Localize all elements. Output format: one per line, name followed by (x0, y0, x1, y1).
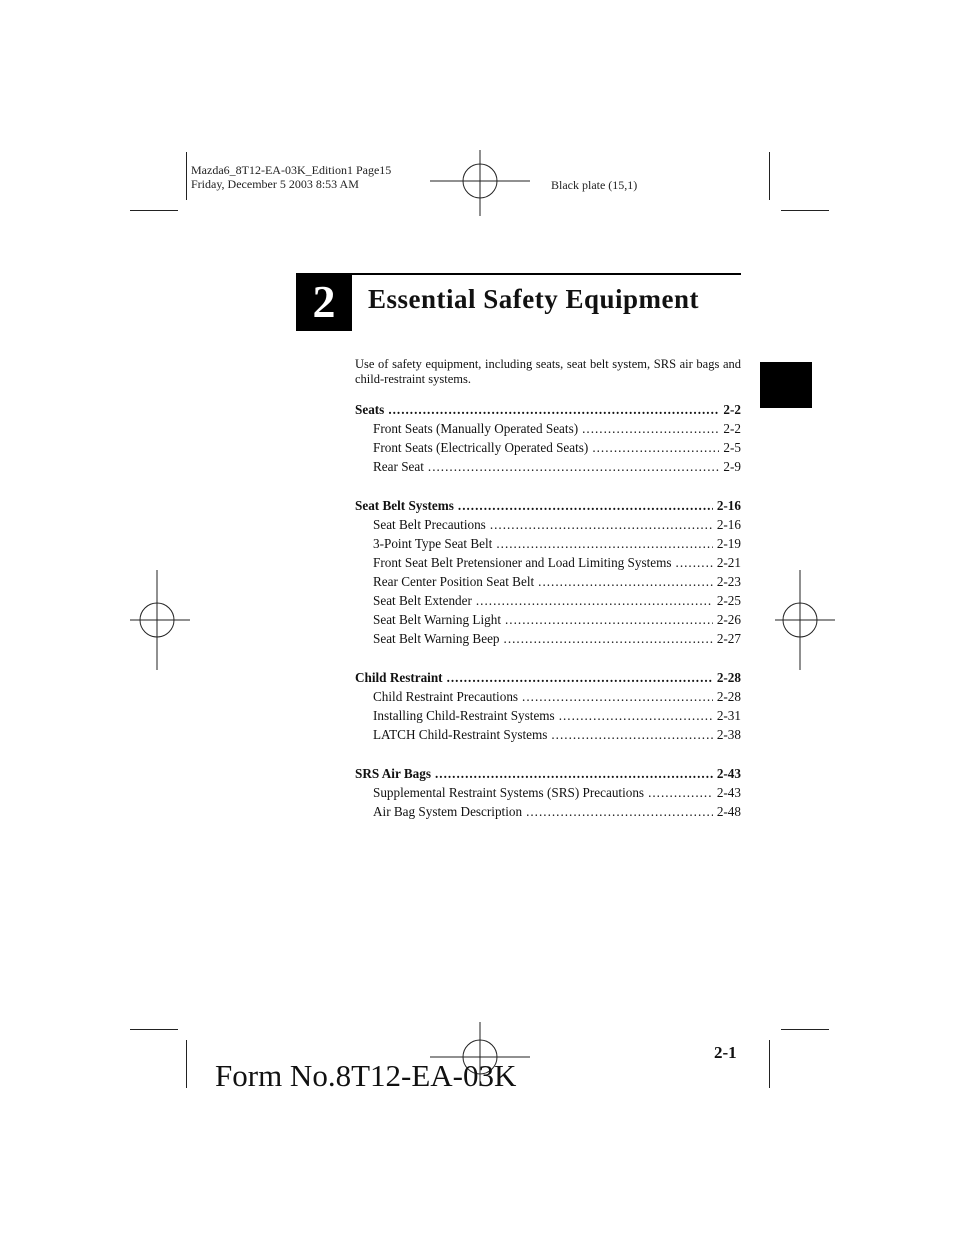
toc-entry[interactable]: Seat Belt Systems ..... 2-16 (355, 498, 741, 517)
file-info-line1: Mazda6_8T12-EA-03K_Edition1 Page15 (191, 163, 392, 177)
toc-section-seats (355, 402, 741, 478)
toc-subentry[interactable]: Front Seats (Electrically Operated Seats) ..... 2-5 (355, 440, 741, 459)
toc-section-child-restraint (355, 670, 741, 746)
toc-subentry[interactable]: Front Seats (Manually Operated Seats) ..... 2-2 (355, 421, 741, 440)
registration-mark-top (430, 150, 530, 220)
toc-subentry[interactable]: LATCH Child-Restraint Systems ..... 2-38 (355, 727, 741, 746)
chapter-intro: Use of safety equipment, including seats, seat belt system, SRS air bags and child-restraint systems. (355, 357, 741, 386)
chapter-thumb-tab (760, 362, 812, 408)
toc-entry[interactable]: Child Restraint ..... 2-28 (355, 670, 741, 689)
registration-mark-right (775, 570, 835, 670)
toc-subentry[interactable]: Air Bag System Description ..... 2-48 (355, 804, 741, 823)
toc-subentry[interactable]: 3-Point Type Seat Belt ..... 2-19 (355, 536, 741, 555)
toc-subentry[interactable]: Seat Belt Extender ..... 2-25 (355, 593, 741, 612)
toc-subentry[interactable]: Rear Seat ..... 2-9 (355, 459, 741, 478)
chapter-rule (352, 273, 741, 275)
toc-entry[interactable]: Seats ..... 2-2 (355, 402, 741, 421)
registration-mark-left (130, 570, 190, 670)
toc-subentry[interactable]: Child Restraint Precautions ..... 2-28 (355, 689, 741, 708)
toc-subentry[interactable]: Rear Center Position Seat Belt ..... 2-23 (355, 574, 741, 593)
file-info-line2: Friday, December 5 2003 8:53 AM (191, 177, 359, 191)
page-number: 2-1 (714, 1043, 737, 1062)
toc-subentry[interactable]: Front Seat Belt Pretensioner and Load Limiting Systems ..... 2-21 (355, 555, 741, 574)
toc-subentry[interactable]: Seat Belt Warning Beep ..... 2-27 (355, 631, 741, 650)
toc-entry[interactable]: SRS Air Bags ..... 2-43 (355, 766, 741, 785)
toc-section-seat-belt-systems (355, 498, 741, 650)
toc-subentry[interactable]: Installing Child-Restraint Systems ..... 2-31 (355, 708, 741, 727)
toc-subentry[interactable]: Seat Belt Warning Light ..... 2-26 (355, 612, 741, 631)
chapter-number: 2 (312, 276, 336, 327)
toc-subentry[interactable]: Supplemental Restraint Systems (SRS) Precautions ..... 2-43 (355, 785, 741, 804)
table-of-contents (355, 402, 741, 823)
file-info (191, 163, 391, 191)
chapter-title: Essential Safety Equipment (368, 284, 700, 314)
toc-section-srs-air-bags (355, 766, 741, 823)
form-number: Form No.8T12-EA-03K (215, 1058, 517, 1093)
plate-label: Black plate (15,1) (551, 178, 638, 192)
toc-subentry[interactable]: Seat Belt Precautions ..... 2-16 (355, 517, 741, 536)
